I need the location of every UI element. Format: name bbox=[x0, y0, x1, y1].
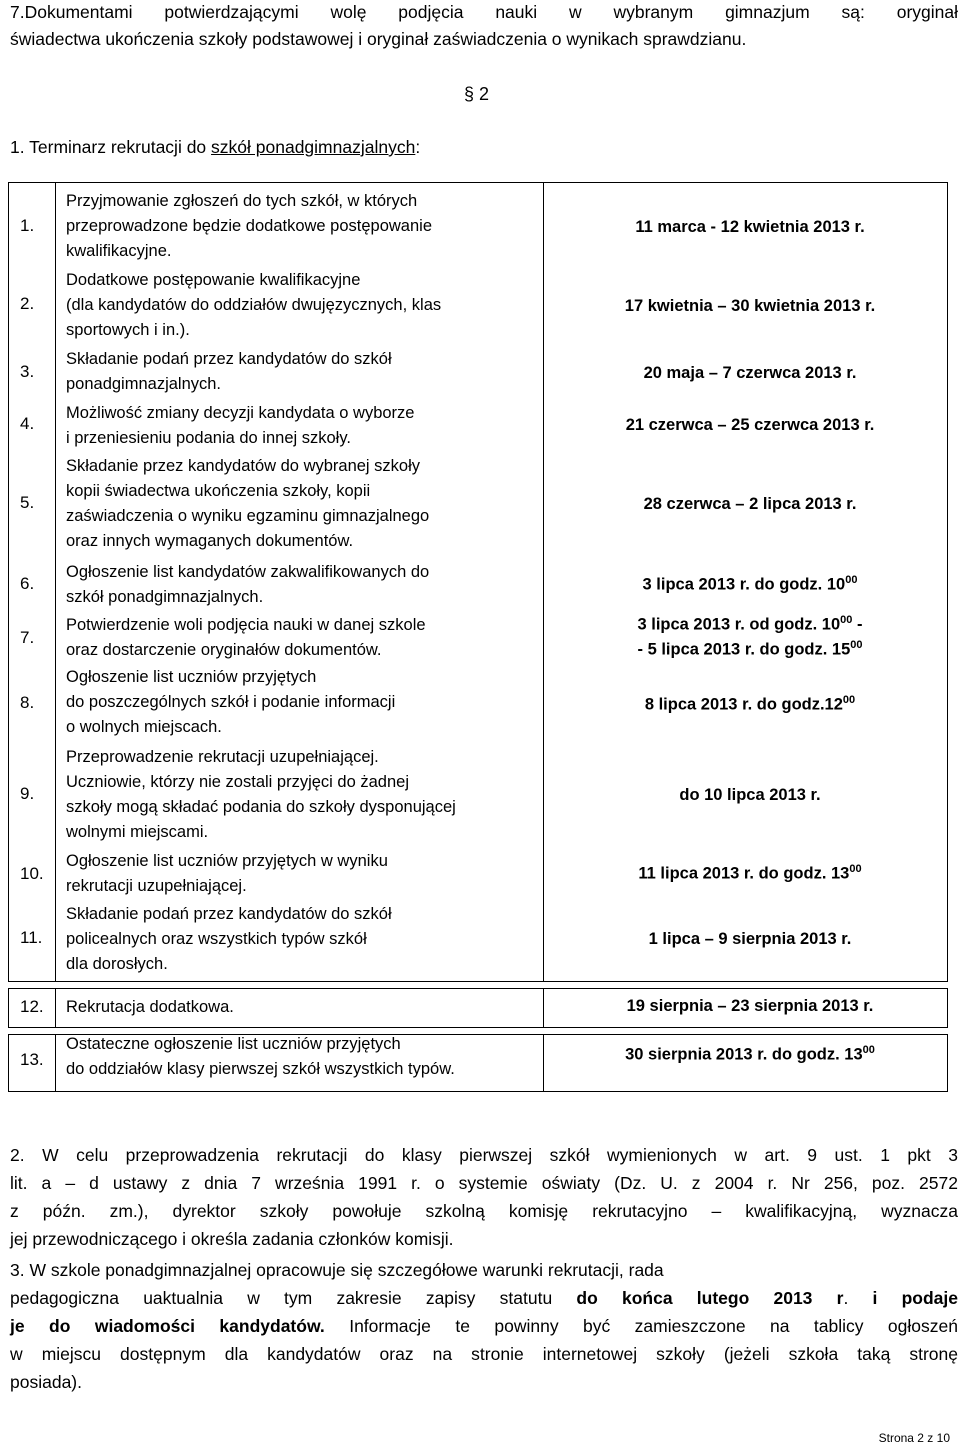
row-6-date bbox=[560, 574, 940, 595]
section-mark: § 2 bbox=[464, 84, 490, 104]
row-5-line-1: Składanie przez kandydatów do wybranej szkoły bbox=[66, 457, 421, 475]
row-4-line-2: i przeniesieniu podania do innej szkoły. bbox=[66, 429, 351, 447]
row-7-desc bbox=[66, 613, 426, 663]
row-1-number: 1. bbox=[20, 216, 35, 235]
row-6-line-1: Ogłoszenie list kandydatów zakwalifikowanych do bbox=[66, 563, 430, 581]
column-divider-1 bbox=[55, 182, 56, 982]
row-11-line-1: Składanie podań przez kandydatów do szkół bbox=[66, 905, 392, 923]
row-1-line-1: Przyjmowanie zgłoszeń do tych szkół, w których bbox=[66, 192, 418, 210]
row-8-line-1: Ogłoszenie list uczniów przyjętych bbox=[66, 668, 317, 686]
intro-line-2: świadectwa ukończenia szkoły podstawowej i oryginał zaświadczenia o wynikach sprawdzianu. bbox=[10, 29, 747, 49]
row-3-date: 20 maja – 7 czerwca 2013 r. bbox=[643, 364, 857, 382]
row-11-line-2: policealnych oraz wszystkich typów szkół bbox=[66, 930, 367, 948]
row-1-desc bbox=[66, 189, 432, 264]
row-8-date bbox=[560, 694, 940, 715]
row-3-line-1: Składanie podań przez kandydatów do szkół bbox=[66, 350, 392, 368]
para3-line-2-c: . bbox=[843, 1288, 873, 1308]
row-7-date2-sup: 00 bbox=[850, 639, 863, 651]
row-12-desc bbox=[66, 995, 234, 1020]
row-11-date: 1 lipca – 9 sierpnia 2013 r. bbox=[648, 930, 852, 948]
row-5-line-3: zaświadczenia o wyniku egzaminu gimnazjalnego bbox=[66, 507, 430, 525]
row-11-number: 11. bbox=[20, 928, 43, 947]
row-1-date: 11 marca - 12 kwietnia 2013 r. bbox=[635, 218, 865, 236]
row13-divider-2 bbox=[543, 1034, 544, 1092]
para3-line-5: posiada). bbox=[10, 1372, 82, 1392]
para2-line-4: jej przewodniczącego i określa zadania członków komisji. bbox=[10, 1229, 454, 1249]
row-13-number: 13. bbox=[20, 1050, 44, 1069]
row-4-date: 21 czerwca – 25 czerwca 2013 r. bbox=[625, 416, 875, 434]
row-8-date-sup: 00 bbox=[842, 694, 856, 706]
row-7-date-2 bbox=[560, 639, 940, 660]
row-7-line-2: oraz dostarczenie oryginałów dokumentów. bbox=[66, 641, 382, 659]
row-12-line-1: Rekrutacja dodatkowa. bbox=[66, 998, 234, 1016]
row-5-line-2: kopii świadectwa ukończenia szkoły, kopii bbox=[66, 482, 371, 500]
row-6-line-2: szkół ponadgimnazjalnych. bbox=[66, 588, 264, 606]
row-8-line-2: do poszczególnych szkół i podanie informacji bbox=[66, 693, 396, 711]
row-7-date2-text: - 5 lipca 2013 r. do godz. 15 bbox=[637, 640, 851, 659]
row-9-desc bbox=[66, 745, 456, 845]
row-10-date-text: 11 lipca 2013 r. do godz. 13 bbox=[638, 864, 850, 883]
row-13-date bbox=[560, 1044, 940, 1065]
row-6-date-text: 3 lipca 2013 r. do godz. 10 bbox=[642, 575, 846, 594]
row-9-line-2: Uczniowie, którzy nie zostali przyjęci do żadnej bbox=[66, 773, 409, 791]
row-4-line-1: Możliwość zmiany decyzji kandydata o wyborze bbox=[66, 404, 415, 422]
para3-line-3-b: Informacje te powinny być zamieszczone na tablicy ogłoszeń bbox=[324, 1316, 958, 1336]
row-2-date: 17 kwietnia – 30 kwietnia 2013 r. bbox=[624, 297, 876, 315]
row-2-line-1: Dodatkowe postępowanie kwalifikacyjne bbox=[66, 271, 361, 289]
heading-pre: Terminarz rekrutacji do bbox=[29, 137, 212, 157]
row-12-date: 19 sierpnia – 23 sierpnia 2013 r. bbox=[626, 997, 874, 1015]
row-9-date: do 10 lipca 2013 r. bbox=[679, 786, 821, 804]
row-1-line-3: kwalifikacyjne. bbox=[66, 242, 172, 260]
para2-line-3: z późn. zm.), dyrektor szkoły powołuje szkolną komisję rekrutacyjno – kwalifikacyjną, wyznacza bbox=[10, 1201, 958, 1221]
row-12-number: 12. bbox=[20, 997, 44, 1016]
row-9-number: 9. bbox=[20, 784, 35, 803]
row-13-desc bbox=[66, 1032, 455, 1082]
row-10-number: 10. bbox=[20, 864, 44, 883]
row-13-date-sup: 00 bbox=[862, 1044, 875, 1056]
page-footer: Strona 2 z 10 bbox=[878, 1431, 950, 1445]
heading-number: 1. bbox=[10, 137, 25, 157]
row-7-date bbox=[560, 614, 940, 635]
heading-colon: : bbox=[415, 137, 421, 157]
para3-line-2-bold-podaje: i podaje bbox=[872, 1288, 958, 1308]
row-10-date bbox=[560, 863, 940, 884]
row-6-desc bbox=[66, 560, 429, 610]
row-8-number: 8. bbox=[20, 693, 35, 712]
row-2-number: 2. bbox=[20, 294, 35, 313]
para3-line-2-a: pedagogiczna uaktualnia w tym zakresie zapisy statutu bbox=[10, 1288, 577, 1308]
row-10-desc bbox=[66, 849, 388, 899]
heading-underlined: szkół ponadgimnazjalnych bbox=[211, 137, 416, 157]
para3-line-1: 3. W szkole ponadgimnazjalnej opracowuje się szczegółowe warunki rekrutacji, rada bbox=[10, 1260, 664, 1280]
row-4-number: 4. bbox=[20, 414, 35, 433]
row-7-date-text: 3 lipca 2013 r. od godz. 10 bbox=[637, 615, 841, 634]
para3-line-3-bold: je do wiadomości kandydatów. bbox=[10, 1316, 325, 1336]
row-5-number: 5. bbox=[20, 493, 35, 512]
row-7-line-1: Potwierdzenie woli podjęcia nauki w danej szkole bbox=[66, 616, 426, 634]
row-5-desc bbox=[66, 454, 429, 554]
row-9-line-1: Przeprowadzenie rekrutacji uzupełniającej. bbox=[66, 748, 379, 766]
row-1-line-2: przeprowadzone będzie dodatkowe postępowanie bbox=[66, 217, 433, 235]
para2-line-1: 2. W celu przeprowadzenia rekrutacji do klasy pierwszej szkół wymienionych w art. 9 ust. 1 pkt 3 bbox=[10, 1145, 958, 1165]
row12-divider-1 bbox=[55, 988, 56, 1028]
row-13-line-2: do oddziałów klasy pierwszej szkół wszystkich typów. bbox=[66, 1060, 455, 1078]
row12-divider-2 bbox=[543, 988, 544, 1028]
intro-line-1: 7.Dokumentami potwierdzającymi wolę podjęcia nauki w wybranym gimnazjum są: oryginał bbox=[10, 2, 958, 22]
row-11-line-3: dla dorosłych. bbox=[66, 955, 168, 973]
row-7-date-sup: 00 bbox=[840, 614, 853, 626]
row-3-number: 3. bbox=[20, 362, 35, 381]
row-10-line-1: Ogłoszenie list uczniów przyjętych w wyniku bbox=[66, 852, 388, 870]
row-10-date-sup: 00 bbox=[849, 863, 862, 875]
row-5-line-4: oraz innych wymaganych dokumentów. bbox=[66, 532, 354, 550]
row-10-line-2: rekrutacji uzupełniającej. bbox=[66, 877, 247, 895]
row-6-date-sup: 00 bbox=[845, 574, 858, 586]
para3-line-3 bbox=[10, 1316, 958, 1336]
row-2-line-3: sportowych i in.). bbox=[66, 321, 190, 339]
para3-line-2 bbox=[10, 1288, 958, 1308]
row-7-date-tail: - bbox=[852, 615, 863, 634]
row-8-desc bbox=[66, 665, 395, 740]
schedule-heading bbox=[10, 137, 420, 158]
row-11-desc bbox=[66, 902, 392, 977]
row-2-desc bbox=[66, 268, 441, 343]
row-3-line-2: ponadgimnazjalnych. bbox=[66, 375, 222, 393]
column-divider-2 bbox=[543, 182, 544, 982]
para3-line-2-bold-date: do końca lutego 2013 r bbox=[576, 1288, 844, 1308]
row-2-line-2: (dla kandydatów do oddziałów dwujęzycznych, klas bbox=[66, 296, 442, 314]
row-5-date: 28 czerwca – 2 lipca 2013 r. bbox=[643, 495, 857, 513]
row-9-line-3: szkoły mogą składać podania do szkoły dysponującej bbox=[66, 798, 456, 816]
row-6-number: 6. bbox=[20, 574, 35, 593]
row-8-line-3: o wolnych miejscach. bbox=[66, 718, 222, 736]
para3-line-4: w miejscu dostępnym dla kandydatów oraz na stronie internetowej szkoły (jeżeli szkoła taką stronę bbox=[10, 1344, 958, 1364]
row-7-number: 7. bbox=[20, 628, 35, 647]
row-8-date-text: 8 lipca 2013 r. do godz.12 bbox=[644, 695, 843, 714]
row-13-line-1: Ostateczne ogłoszenie list uczniów przyjętych bbox=[66, 1035, 401, 1053]
row13-divider-1 bbox=[55, 1034, 56, 1092]
row-3-desc bbox=[66, 347, 392, 397]
row-13-date-text: 30 sierpnia 2013 r. do godz. 13 bbox=[625, 1045, 863, 1064]
para2-line-2: lit. a – d ustawy z dnia 7 września 1991 r. o systemie oświaty (Dz. U. z 2004 r. Nr 256, poz. 2572 bbox=[10, 1173, 958, 1193]
row-4-desc bbox=[66, 401, 414, 451]
row-9-line-4: wolnymi miejscami. bbox=[66, 823, 209, 841]
